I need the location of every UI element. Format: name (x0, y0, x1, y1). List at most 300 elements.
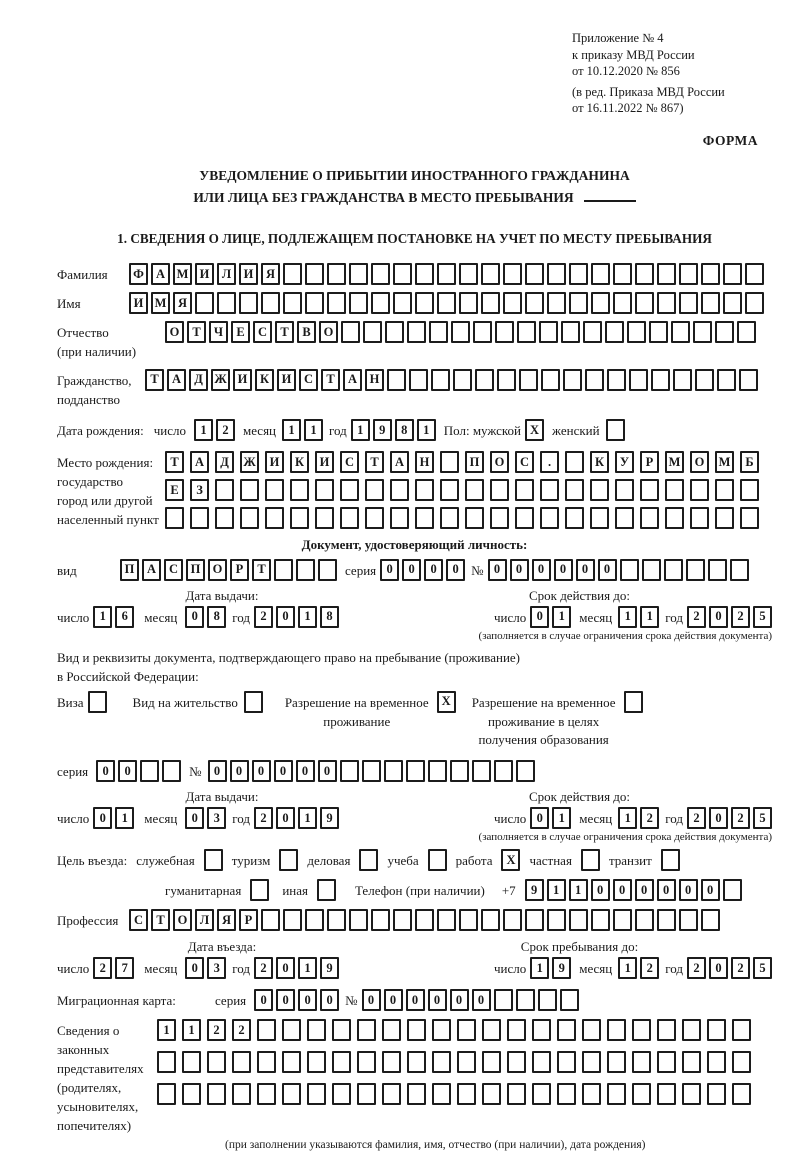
char-cell[interactable] (437, 909, 456, 931)
char-cell[interactable] (357, 1051, 376, 1073)
char-cell[interactable] (349, 292, 368, 314)
char-cell[interactable]: 0 (298, 989, 317, 1011)
char-cell[interactable] (561, 321, 580, 343)
char-cell[interactable] (481, 292, 500, 314)
char-cell[interactable] (457, 1051, 476, 1073)
char-cell[interactable]: 0 (679, 879, 698, 901)
char-cell[interactable] (525, 263, 544, 285)
char-cell[interactable] (547, 263, 566, 285)
char-cell[interactable]: В (297, 321, 316, 343)
char-cell[interactable] (371, 263, 390, 285)
char-cell[interactable]: 1 (618, 606, 637, 628)
char-cell[interactable]: 0 (635, 879, 654, 901)
char-cell[interactable] (635, 909, 654, 931)
char-cell[interactable] (615, 479, 634, 501)
char-cell[interactable]: Т (365, 451, 384, 473)
char-cell[interactable] (365, 479, 384, 501)
char-cell[interactable]: 0 (424, 559, 443, 581)
char-cell[interactable] (432, 1083, 451, 1105)
char-cell[interactable] (503, 909, 522, 931)
char-cell[interactable]: 0 (510, 559, 529, 581)
char-cell[interactable]: 0 (472, 989, 491, 1011)
char-cell[interactable] (649, 321, 668, 343)
char-cell[interactable] (701, 909, 720, 931)
char-cell[interactable] (190, 507, 209, 529)
char-cell[interactable] (244, 691, 263, 713)
char-cell[interactable] (582, 1051, 601, 1073)
char-cell[interactable] (157, 1083, 176, 1105)
char-cell[interactable] (440, 451, 459, 473)
char-cell[interactable]: А (190, 451, 209, 473)
char-cell[interactable]: А (167, 369, 186, 391)
char-cell[interactable]: Д (215, 451, 234, 473)
char-cell[interactable] (707, 1083, 726, 1105)
char-cell[interactable] (465, 507, 484, 529)
char-cell[interactable] (723, 292, 742, 314)
char-cell[interactable] (539, 321, 558, 343)
char-cell[interactable] (590, 479, 609, 501)
char-cell[interactable] (661, 849, 680, 871)
char-cell[interactable]: X (437, 691, 456, 713)
char-cell[interactable] (437, 292, 456, 314)
char-cell[interactable] (516, 760, 535, 782)
char-cell[interactable] (382, 1019, 401, 1041)
char-cell[interactable] (265, 479, 284, 501)
char-cell[interactable]: 1 (182, 1019, 201, 1041)
char-cell[interactable]: 3 (207, 957, 226, 979)
char-cell[interactable] (715, 479, 734, 501)
char-cell[interactable] (640, 479, 659, 501)
char-cell[interactable] (560, 989, 579, 1011)
char-cell[interactable] (450, 760, 469, 782)
char-cell[interactable] (365, 507, 384, 529)
char-cell[interactable] (607, 1083, 626, 1105)
char-cell[interactable] (745, 263, 764, 285)
char-cell[interactable] (569, 909, 588, 931)
char-cell[interactable]: 0 (276, 807, 295, 829)
char-cell[interactable]: П (120, 559, 139, 581)
char-cell[interactable]: Я (173, 292, 192, 314)
char-cell[interactable] (507, 1051, 526, 1073)
char-cell[interactable]: 0 (230, 760, 249, 782)
char-cell[interactable]: 0 (185, 807, 204, 829)
char-cell[interactable] (475, 369, 494, 391)
char-cell[interactable]: И (129, 292, 148, 314)
char-cell[interactable] (357, 1019, 376, 1041)
char-cell[interactable] (215, 507, 234, 529)
char-cell[interactable] (590, 507, 609, 529)
char-cell[interactable] (327, 909, 346, 931)
char-cell[interactable] (565, 479, 584, 501)
char-cell[interactable]: X (501, 849, 520, 871)
char-cell[interactable] (382, 1051, 401, 1073)
char-cell[interactable] (162, 760, 181, 782)
char-cell[interactable] (640, 507, 659, 529)
char-cell[interactable]: 1 (530, 957, 549, 979)
char-cell[interactable] (371, 909, 390, 931)
char-cell[interactable]: С (164, 559, 183, 581)
char-cell[interactable]: 1 (157, 1019, 176, 1041)
char-cell[interactable] (340, 760, 359, 782)
char-cell[interactable] (459, 292, 478, 314)
char-cell[interactable]: 0 (406, 989, 425, 1011)
char-cell[interactable]: 1 (618, 807, 637, 829)
char-cell[interactable] (406, 760, 425, 782)
char-cell[interactable]: К (290, 451, 309, 473)
char-cell[interactable] (204, 849, 223, 871)
char-cell[interactable] (341, 321, 360, 343)
char-cell[interactable]: Е (165, 479, 184, 501)
char-cell[interactable] (340, 507, 359, 529)
char-cell[interactable] (503, 292, 522, 314)
char-cell[interactable] (682, 1051, 701, 1073)
char-cell[interactable] (665, 507, 684, 529)
char-cell[interactable]: 1 (417, 419, 436, 441)
char-cell[interactable] (516, 989, 535, 1011)
char-cell[interactable]: 5 (753, 807, 772, 829)
char-cell[interactable]: 2 (731, 957, 750, 979)
char-cell[interactable]: М (715, 451, 734, 473)
char-cell[interactable]: 0 (591, 879, 610, 901)
char-cell[interactable] (591, 909, 610, 931)
char-cell[interactable] (730, 559, 749, 581)
char-cell[interactable]: Е (231, 321, 250, 343)
char-cell[interactable] (547, 292, 566, 314)
char-cell[interactable] (432, 1019, 451, 1041)
char-cell[interactable] (585, 369, 604, 391)
char-cell[interactable]: 3 (207, 807, 226, 829)
char-cell[interactable] (690, 507, 709, 529)
char-cell[interactable] (591, 263, 610, 285)
char-cell[interactable]: 0 (93, 807, 112, 829)
char-cell[interactable] (257, 1019, 276, 1041)
char-cell[interactable] (494, 989, 513, 1011)
char-cell[interactable] (671, 321, 690, 343)
char-cell[interactable]: Л (217, 263, 236, 285)
char-cell[interactable]: 0 (530, 807, 549, 829)
char-cell[interactable] (707, 1051, 726, 1073)
char-cell[interactable] (538, 989, 557, 1011)
char-cell[interactable] (664, 559, 683, 581)
char-cell[interactable] (490, 507, 509, 529)
char-cell[interactable] (525, 909, 544, 931)
char-cell[interactable] (605, 321, 624, 343)
char-cell[interactable] (565, 451, 584, 473)
char-cell[interactable] (195, 292, 214, 314)
char-cell[interactable] (635, 292, 654, 314)
char-cell[interactable]: 0 (185, 957, 204, 979)
char-cell[interactable] (390, 479, 409, 501)
char-cell[interactable]: М (151, 292, 170, 314)
char-cell[interactable] (279, 849, 298, 871)
char-cell[interactable] (451, 321, 470, 343)
char-cell[interactable] (557, 1019, 576, 1041)
char-cell[interactable]: 8 (320, 606, 339, 628)
char-cell[interactable] (569, 263, 588, 285)
char-cell[interactable] (679, 909, 698, 931)
char-cell[interactable] (407, 321, 426, 343)
char-cell[interactable] (737, 321, 756, 343)
char-cell[interactable] (613, 909, 632, 931)
char-cell[interactable]: Я (261, 263, 280, 285)
char-cell[interactable] (507, 1083, 526, 1105)
char-cell[interactable] (690, 479, 709, 501)
char-cell[interactable] (557, 1083, 576, 1105)
char-cell[interactable] (494, 760, 513, 782)
char-cell[interactable]: 0 (96, 760, 115, 782)
char-cell[interactable]: . (540, 451, 559, 473)
char-cell[interactable] (453, 369, 472, 391)
char-cell[interactable] (583, 321, 602, 343)
char-cell[interactable]: Н (415, 451, 434, 473)
char-cell[interactable] (657, 1083, 676, 1105)
char-cell[interactable]: 0 (254, 989, 273, 1011)
char-cell[interactable]: 0 (450, 989, 469, 1011)
char-cell[interactable] (459, 263, 478, 285)
char-cell[interactable]: 0 (274, 760, 293, 782)
char-cell[interactable]: С (340, 451, 359, 473)
char-cell[interactable]: 0 (598, 559, 617, 581)
char-cell[interactable] (207, 1083, 226, 1105)
char-cell[interactable] (349, 263, 368, 285)
char-cell[interactable] (282, 1051, 301, 1073)
char-cell[interactable]: 0 (657, 879, 676, 901)
char-cell[interactable]: Ж (211, 369, 230, 391)
char-cell[interactable]: К (255, 369, 274, 391)
char-cell[interactable]: 0 (296, 760, 315, 782)
char-cell[interactable]: 2 (640, 957, 659, 979)
char-cell[interactable] (332, 1083, 351, 1105)
char-cell[interactable]: 2 (232, 1019, 251, 1041)
char-cell[interactable]: 2 (93, 957, 112, 979)
char-cell[interactable] (409, 369, 428, 391)
char-cell[interactable]: 9 (320, 957, 339, 979)
char-cell[interactable] (385, 321, 404, 343)
char-cell[interactable] (240, 479, 259, 501)
char-cell[interactable] (240, 507, 259, 529)
char-cell[interactable] (569, 292, 588, 314)
char-cell[interactable]: 1 (298, 807, 317, 829)
char-cell[interactable] (701, 263, 720, 285)
char-cell[interactable] (182, 1083, 201, 1105)
char-cell[interactable] (371, 292, 390, 314)
char-cell[interactable]: 0 (185, 606, 204, 628)
char-cell[interactable]: З (190, 479, 209, 501)
char-cell[interactable]: О (208, 559, 227, 581)
char-cell[interactable] (305, 263, 324, 285)
char-cell[interactable] (745, 292, 764, 314)
char-cell[interactable] (283, 909, 302, 931)
char-cell[interactable] (606, 419, 625, 441)
char-cell[interactable]: 2 (687, 606, 706, 628)
char-cell[interactable] (490, 479, 509, 501)
char-cell[interactable]: 0 (276, 957, 295, 979)
char-cell[interactable]: 0 (320, 989, 339, 1011)
char-cell[interactable]: С (253, 321, 272, 343)
char-cell[interactable]: Я (217, 909, 236, 931)
char-cell[interactable] (740, 507, 759, 529)
char-cell[interactable] (695, 369, 714, 391)
char-cell[interactable]: И (233, 369, 252, 391)
char-cell[interactable] (481, 909, 500, 931)
char-cell[interactable]: М (665, 451, 684, 473)
char-cell[interactable] (250, 879, 269, 901)
char-cell[interactable] (701, 292, 720, 314)
char-cell[interactable]: 0 (554, 559, 573, 581)
char-cell[interactable] (482, 1051, 501, 1073)
char-cell[interactable]: 0 (709, 807, 728, 829)
char-cell[interactable] (465, 479, 484, 501)
char-cell[interactable] (415, 507, 434, 529)
char-cell[interactable] (382, 1083, 401, 1105)
char-cell[interactable]: Л (195, 909, 214, 931)
char-cell[interactable] (390, 507, 409, 529)
char-cell[interactable]: 0 (380, 559, 399, 581)
char-cell[interactable]: Ж (240, 451, 259, 473)
char-cell[interactable]: 0 (318, 760, 337, 782)
char-cell[interactable]: Т (321, 369, 340, 391)
char-cell[interactable] (541, 369, 560, 391)
char-cell[interactable] (495, 321, 514, 343)
char-cell[interactable] (307, 1083, 326, 1105)
char-cell[interactable]: Ч (209, 321, 228, 343)
char-cell[interactable] (657, 1051, 676, 1073)
char-cell[interactable]: 8 (207, 606, 226, 628)
char-cell[interactable]: 1 (569, 879, 588, 901)
char-cell[interactable] (407, 1051, 426, 1073)
char-cell[interactable] (317, 879, 336, 901)
char-cell[interactable]: 1 (552, 807, 571, 829)
char-cell[interactable] (428, 760, 447, 782)
char-cell[interactable] (428, 849, 447, 871)
char-cell[interactable] (686, 559, 705, 581)
char-cell[interactable]: 2 (254, 807, 273, 829)
char-cell[interactable] (415, 909, 434, 931)
char-cell[interactable]: 6 (115, 606, 134, 628)
char-cell[interactable]: С (129, 909, 148, 931)
char-cell[interactable] (349, 909, 368, 931)
char-cell[interactable]: Р (640, 451, 659, 473)
char-cell[interactable]: 2 (731, 606, 750, 628)
char-cell[interactable] (384, 760, 403, 782)
char-cell[interactable]: К (590, 451, 609, 473)
char-cell[interactable] (457, 1019, 476, 1041)
char-cell[interactable]: 0 (384, 989, 403, 1011)
char-cell[interactable]: У (615, 451, 634, 473)
char-cell[interactable]: 2 (216, 419, 235, 441)
char-cell[interactable] (332, 1019, 351, 1041)
char-cell[interactable]: 1 (618, 957, 637, 979)
char-cell[interactable] (415, 292, 434, 314)
char-cell[interactable]: П (186, 559, 205, 581)
char-cell[interactable]: 1 (552, 606, 571, 628)
char-cell[interactable] (607, 1019, 626, 1041)
char-cell[interactable] (305, 292, 324, 314)
char-cell[interactable]: 9 (320, 807, 339, 829)
char-cell[interactable] (327, 263, 346, 285)
char-cell[interactable]: О (319, 321, 338, 343)
char-cell[interactable] (432, 1051, 451, 1073)
char-cell[interactable]: И (315, 451, 334, 473)
char-cell[interactable] (515, 479, 534, 501)
char-cell[interactable]: А (151, 263, 170, 285)
char-cell[interactable] (283, 263, 302, 285)
char-cell[interactable]: М (173, 263, 192, 285)
char-cell[interactable]: Т (187, 321, 206, 343)
char-cell[interactable] (315, 479, 334, 501)
char-cell[interactable] (717, 369, 736, 391)
char-cell[interactable]: И (265, 451, 284, 473)
char-cell[interactable]: 1 (298, 957, 317, 979)
char-cell[interactable]: Ф (129, 263, 148, 285)
char-cell[interactable]: 0 (276, 606, 295, 628)
char-cell[interactable] (515, 507, 534, 529)
char-cell[interactable] (282, 1083, 301, 1105)
char-cell[interactable] (715, 507, 734, 529)
char-cell[interactable] (563, 369, 582, 391)
char-cell[interactable]: С (515, 451, 534, 473)
char-cell[interactable] (682, 1083, 701, 1105)
char-cell[interactable] (265, 507, 284, 529)
char-cell[interactable]: 9 (525, 879, 544, 901)
char-cell[interactable]: Т (145, 369, 164, 391)
char-cell[interactable] (715, 321, 734, 343)
char-cell[interactable] (327, 292, 346, 314)
char-cell[interactable] (607, 369, 626, 391)
char-cell[interactable]: Т (151, 909, 170, 931)
char-cell[interactable]: 8 (395, 419, 414, 441)
char-cell[interactable] (632, 1019, 651, 1041)
char-cell[interactable] (629, 369, 648, 391)
char-cell[interactable] (459, 909, 478, 931)
char-cell[interactable] (482, 1019, 501, 1041)
char-cell[interactable]: И (239, 263, 258, 285)
char-cell[interactable] (290, 507, 309, 529)
char-cell[interactable] (357, 1083, 376, 1105)
char-cell[interactable]: О (173, 909, 192, 931)
char-cell[interactable] (620, 559, 639, 581)
char-cell[interactable] (431, 369, 450, 391)
char-cell[interactable] (615, 507, 634, 529)
char-cell[interactable] (557, 1051, 576, 1073)
char-cell[interactable] (282, 1019, 301, 1041)
char-cell[interactable]: X (525, 419, 544, 441)
char-cell[interactable]: 1 (115, 807, 134, 829)
char-cell[interactable] (215, 479, 234, 501)
char-cell[interactable] (503, 263, 522, 285)
char-cell[interactable]: Б (740, 451, 759, 473)
char-cell[interactable]: 1 (282, 419, 301, 441)
char-cell[interactable] (232, 1051, 251, 1073)
char-cell[interactable] (261, 292, 280, 314)
char-cell[interactable] (673, 369, 692, 391)
char-cell[interactable] (393, 263, 412, 285)
char-cell[interactable] (657, 263, 676, 285)
char-cell[interactable] (525, 292, 544, 314)
char-cell[interactable]: П (465, 451, 484, 473)
char-cell[interactable] (393, 909, 412, 931)
char-cell[interactable]: 0 (428, 989, 447, 1011)
char-cell[interactable] (387, 369, 406, 391)
char-cell[interactable] (723, 879, 742, 901)
char-cell[interactable]: 2 (687, 807, 706, 829)
char-cell[interactable] (517, 321, 536, 343)
char-cell[interactable] (472, 760, 491, 782)
char-cell[interactable]: Р (239, 909, 258, 931)
char-cell[interactable] (207, 1051, 226, 1073)
char-cell[interactable] (482, 1083, 501, 1105)
char-cell[interactable] (582, 1083, 601, 1105)
